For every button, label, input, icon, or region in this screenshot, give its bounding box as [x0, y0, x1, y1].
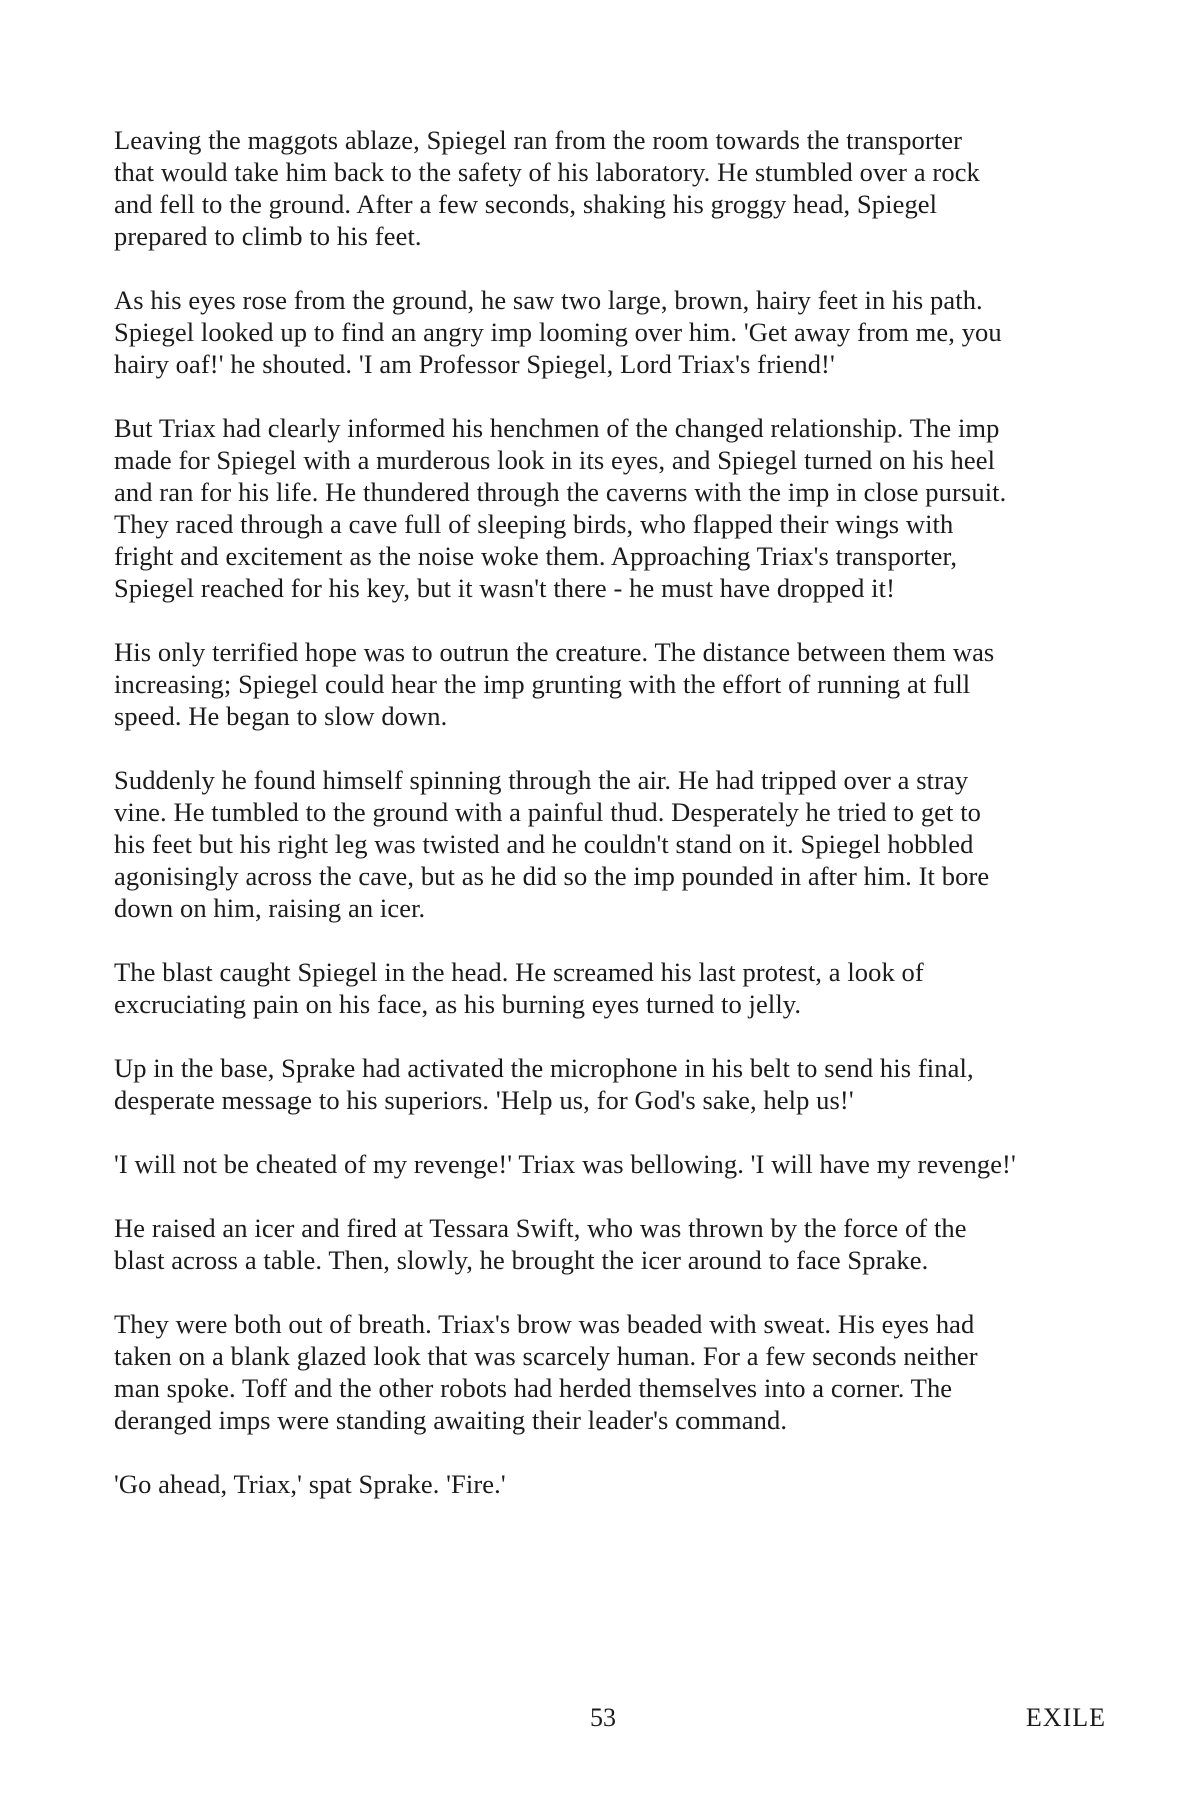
running-footer-title: EXILE [1025, 1703, 1106, 1732]
paragraph: He raised an icer and fired at Tessara Swift, who was thrown by the force of the blast across a table. Then, slowly, he brought the icer around to face Sprake. [114, 1213, 967, 1275]
paragraph: Up in the base, Sprake had activated the microphone in his belt to send his final, desperate message to his superiors. 'Help us, for God's sake, help us!' [114, 1053, 974, 1115]
paragraph: But Triax had clearly informed his henchmen of the changed relationship. The imp made for Spiegel with a murderous look in its eyes, and Spiegel turned on his heel and ran for his life. He thundered through the caverns with the imp in close pursuit. They raced through a cave full of sleeping birds, who flapped their wings with fright and excitement as the noise woke them. Approaching Triax's transporter, Spiegel reached for his key, but it wasn't there - he must have dropped it! [114, 413, 1007, 603]
body-text [114, 124, 1094, 1532]
paragraph: 'I will not be cheated of my revenge!' Triax was bellowing. 'I will have my revenge!' [114, 1149, 1016, 1179]
paragraph: They were both out of breath. Triax's brow was beaded with sweat. His eyes had taken on a blank glazed look that was scarcely human. For a few seconds neither man spoke. Toff and the other robots had herded themselves into a corner. The deranged imps were standing awaiting their leader's command. [114, 1309, 978, 1435]
paragraph: As his eyes rose from the ground, he saw two large, brown, hairy feet in his path. Spiegel looked up to find an angry imp looming over him. 'Get away from me, you hairy oaf!' he shouted. 'I am Professor Spiegel, Lord Triax's friend!' [114, 285, 1002, 379]
paragraph: 'Go ahead, Triax,' spat Sprake. 'Fire.' [114, 1469, 506, 1499]
paragraph: Suddenly he found himself spinning through the air. He had tripped over a stray vine. He tumbled to the ground with a painful thud. Desperately he tried to get to his feet but his right leg was twisted and he couldn't stand on it. Spiegel hobbled agonisingly across the cave, but as he did so the imp pounded in after him. It bore down on him, raising an icer. [114, 765, 990, 923]
page-number: 53 [590, 1703, 616, 1732]
paragraph: His only terrified hope was to outrun the creature. The distance between them was increasing; Spiegel could hear the imp grunting with the effort of running at full speed. He began to slow down. [114, 637, 995, 731]
paragraph: The blast caught Spiegel in the head. He screamed his last protest, a look of excruciating pain on his face, as his burning eyes turned to jelly. [114, 957, 924, 1019]
paragraph: Leaving the maggots ablaze, Spiegel ran from the room towards the transporter that would take him back to the safety of his laboratory. He stumbled over a rock and fell to the ground. After a few seconds, shaking his groggy head, Spiegel prepared to climb to his feet. [114, 125, 980, 251]
